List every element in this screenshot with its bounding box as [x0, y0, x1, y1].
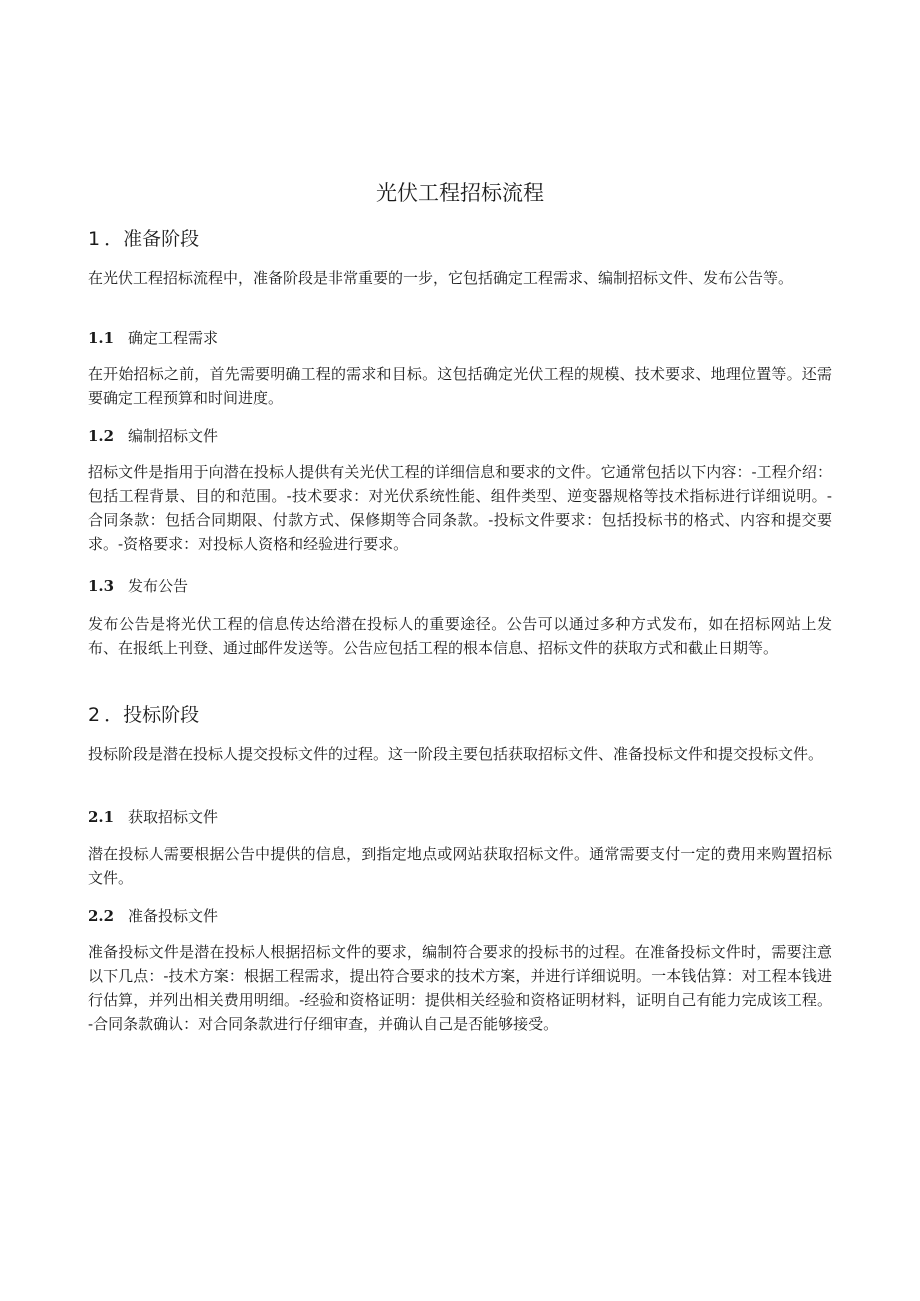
subsection-number: 1.1: [88, 329, 115, 347]
subsection-title: 获取招标文件: [128, 808, 219, 826]
section-number: 2: [88, 704, 101, 726]
subsection-number: 2.2: [88, 907, 115, 925]
subsection-1-2-body: 招标文件是指用于向潜在投标人提供有关光伏工程的详细信息和要求的文件。它通常包括以下内容：-工程介绍：包括工程背景、目的和范围。-技术要求：对光伏系统性能、组件类型、逆变器规格等技术指标进行详细说明。-合同条款：包括合同期限、付款方式、保修期等合同条款。-投标文件要求：包括投标书的格式、内容和提交要求。-资格要求：对投标人资格和经验进行要求。: [88, 463, 832, 553]
document-title: 光伏工程招标流程: [376, 181, 544, 205]
section-title: ．准备阶段: [104, 228, 200, 250]
section-1-intro: 在光伏工程招标流程中，准备阶段是非常重要的一步，它包括确定工程需求、编制招标文件、发布公告等。: [88, 269, 794, 287]
subsection-1-1-body: 在开始招标之前，首先需要明确工程的需求和目标。这包括确定光伏工程的规模、技术要求、地理位置等。还需要确定工程预算和时间进度。: [88, 365, 832, 407]
subsection-1-2-heading: [88, 425, 832, 447]
subsection-title: 确定工程需求: [128, 329, 219, 347]
subsection-number: 2.1: [88, 808, 115, 826]
subsection-1-3-heading: [88, 575, 832, 597]
section-title: ．投标阶段: [104, 704, 200, 726]
subsection-title: 发布公告: [128, 577, 189, 595]
section-number: 1: [88, 228, 101, 250]
section-2-intro: 投标阶段是潜在投标人提交投标文件的过程。这一阶段主要包括获取招标文件、准备投标文件和提交投标文件。: [88, 745, 824, 763]
section-2-heading: [88, 702, 832, 728]
subsection-number: 1.3: [88, 577, 115, 595]
subsection-2-1-body: 潜在投标人需要根据公告中提供的信息，到指定地点或网站获取招标文件。通常需要支付一定的费用来购置招标文件。: [88, 845, 832, 887]
subsection-2-2-heading: [88, 905, 832, 927]
subsection-2-2-body: 准备投标文件是潜在投标人根据招标文件的要求，编制符合要求的投标书的过程。在准备投标文件时，需要注意以下几点：-技术方案：根据工程需求，提出符合要求的技术方案，并进行详细说明。一本钱估算：对工程本钱进行估算，并列出相关费用明细。-经验和资格证明：提供相关经验和资格证明材料，证明自己有能力完成该工程。-合同条款确认：对合同条款进行仔细审查，并确认自己是否能够接受。: [88, 943, 832, 1033]
subsection-1-3-body: 发布公告是将光伏工程的信息传达给潜在投标人的重要途径。公告可以通过多种方式发布，如在招标网站上发布、在报纸上刊登、通过邮件发送等。公告应包括工程的根本信息、招标文件的获取方式和截止日期等。: [88, 615, 832, 657]
subsection-2-1-heading: [88, 806, 832, 828]
subsection-title: 编制招标文件: [128, 427, 219, 445]
section-1-heading: [88, 226, 832, 252]
subsection-title: 准备投标文件: [128, 907, 219, 925]
subsection-number: 1.2: [88, 427, 115, 445]
subsection-1-1-heading: [88, 327, 832, 349]
